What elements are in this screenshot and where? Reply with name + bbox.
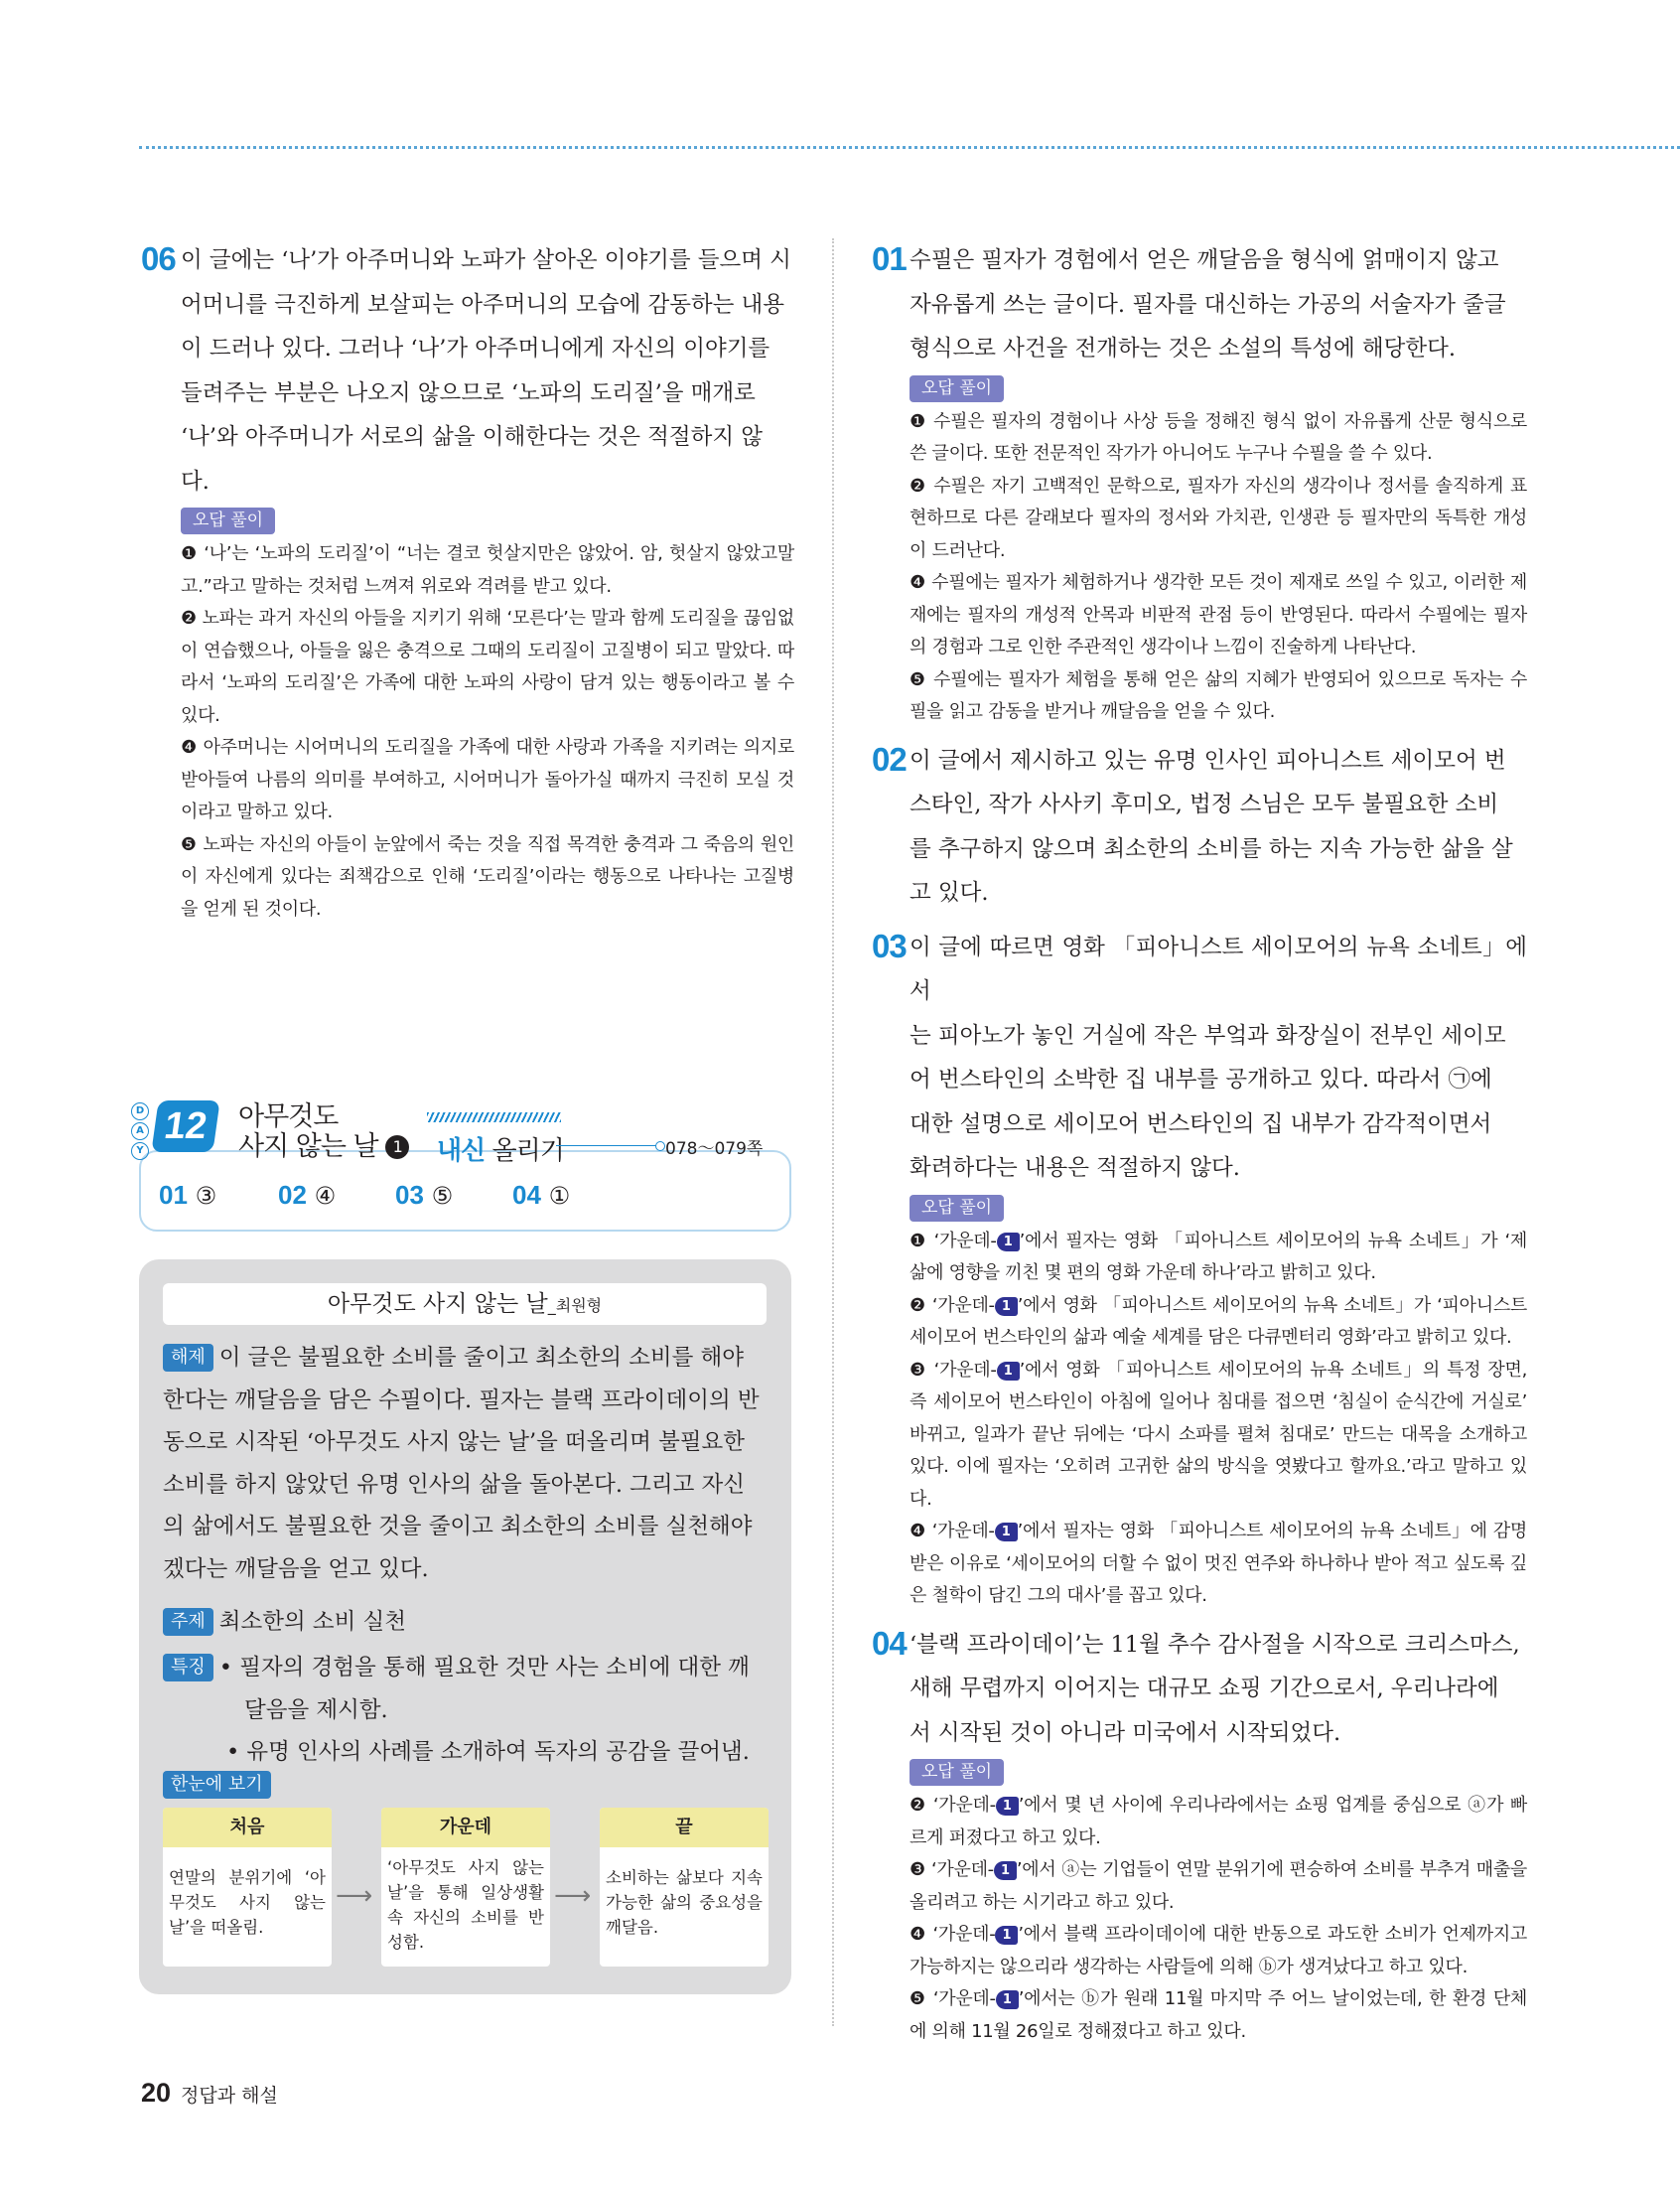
section-number-icon: 1 — [996, 1797, 1019, 1816]
wrong-answer-badge: 오답 풀이 — [910, 1759, 1004, 1786]
question-text: 이 글에는 ‘나’가 아주머니와 노파가 살아온 이야기를 들으며 시 어머니를 극진하게 보살피는 아주머니의 모습에 감동하는 내용 이 드러나 있다. 그러나 ‘나’가 아주머니에게 자신의 이야기를 들려주는 부분은 나오지 않으므로 ‘노파의 도리질’을 매개로 ‘나’와 아주머니가 서로의 삶을 이해한다는 것은 적절하지 않 다. — [181, 247, 791, 495]
question-04 — [872, 1623, 1527, 2049]
flow-box-start: 처음 연말의 분위기에 ‘아무것도 사지 않는 날’을 떠올림. — [163, 1808, 332, 1967]
top-dotted-rule — [139, 146, 1680, 149]
day-title: 아무것도 사지 않는 날 1 — [238, 1102, 409, 1162]
summary-panel — [139, 1259, 791, 1994]
page-leader-dot — [655, 1141, 665, 1151]
question-text: 이 글에서 제시하고 있는 유명 인사인 피아니스트 세이모어 번 스타인, 작가 사사키 후미오, 법정 스님은 모두 불필요한 소비 를 추구하지 않으며 최소한의 소비를 하는 지속 가능한 삶을 살 고 있다. — [910, 747, 1513, 906]
explanation-notes: ❶ 수필은 필자의 경험이나 사상 등을 정해진 형식 없이 자유롭게 산문 형식으로 쓴 글이다. 또한 전문적인 작가가 아니어도 누구나 수필을 쓸 수 있다. ❷ 수필은 자기 고백적인 문학으로, 필자가 자신의 생각이나 정서를 솔직하게 표현하므로 다른 갈래보다 필자의 정서와 가치관, 인생관 등 필자만의 독특한 개성이 드러난다. ❹ 수필에는 필자가 체험하거나 생각한 모든 것이 제재로 쓰일 수 있고, 이러한 제재에는 필자의 개성적 안목과 비판적 관점 등이 반영된다. 따라서 수필에는 필자의 경험과 그로 인한 주관적인 생각이나 느낌이 진술하게 나타난다. ❺ 수필에는 필자가 체험을 통해 얻은 삶의 지혜가 반영되어 있으므로 독자는 수필을 읽고 감동을 받거나 깨달음을 얻을 수 있다. — [910, 410, 1527, 722]
section-number-icon: 1 — [997, 1362, 1020, 1381]
question-06 — [141, 238, 794, 926]
explanation-notes: ❷ ‘가운데- 1 ’에서 몇 년 사이에 우리나라에서는 쇼핑 업계를 중심으로 ⓐ가 빠르게 퍼졌다고 하고 있다. ❸ ‘가운데- 1 ’에서 ⓐ는 기업들이 연말 분위기에 편승하여 소비를 부추겨 매출을 올리려고 하는 시기라고 하고 있다. ❹ ‘가운데- 1 ’에서 블랙 프라이데이에 대한 반동으로 과도한 소비가 언제까지고 가능하지는 않으리라 생각하는 사람들에 의해 ⓑ가 생겨났다고 하고 있다. ❺ ‘가운데- 1 ’에서는 ⓑ가 원래 11월 마지막 주 어느 날이었는데, 한 환경 단체에 의해 11월 26일로 정해졌다고 하고 있다. — [910, 1795, 1528, 2042]
wrong-answer-badge: 오답 풀이 — [181, 508, 275, 534]
explanation-notes: ❶ ‘가운데- 1 ’에서 필자는 영화 「피아니스트 세이모어의 뉴욕 소네트」가 ‘제 삶에 영향을 끼친 몇 편의 영화 가운데 하나’라고 밝히고 있다. ❷ ‘가운데- 1 ’에서 영화 「피아니스트 세이모어의 뉴욕 소네트」가 ‘피아니스트 세이모어 번스타인의 삶과 예술 세계를 담은 다큐멘터리 영화’라고 밝히고 있다. ❸ ‘가운데- 1 ’에서 영화 「피아니스트 세이모어의 뉴욕 소네트」의 특정 장면, 즉 세이모어 번스타인이 아침에 일어나 침대를 접으면 ‘침실이 순식간에 거실로’ 바뀌고, 일과가 끝난 뒤에는 ‘다시 소파를 펼쳐 침대로’ 만드는 대목을 소개하고 있다. 이에 필자는 ‘오히려 고귀한 삶의 방식을 엿봤다고 할까요.’라고 말하고 있다. ❹ ‘가운데- 1 ’에서 필자는 영화 「피아니스트 세이모어의 뉴욕 소네트」에 감명받은 이유로 ‘세이모어의 더할 수 없이 멋진 연주와 하나하나 받아 적고 싶도록 깊은 철학이 담긴 그의 대사’를 꼽고 있다. — [910, 1230, 1528, 1606]
day-label: D A Y — [131, 1102, 149, 1162]
teukjing-section: 특징 • 필자의 경험을 통해 필요한 것만 사는 소비에 대한 깨 달음을 제시함. • 유명 인사의 사례를 소개하여 독자의 공감을 끌어냄. — [163, 1647, 769, 1774]
juje-section: 주제 최소한의 소비 실천 — [163, 1601, 406, 1644]
explanation-notes: ❶ ‘나’는 ‘노파의 도리질’이 “너는 결코 헛살지만은 않았어. 암, 헛살지 않았고말고.”라고 말하는 것처럼 느껴져 위로와 격려를 받고 있다. ❷ 노파는 과거 자신의 아들을 지키기 위해 ‘모른다’는 말과 함께 도리질을 끊임없이 연습했으나, 아들을 잃은 충격으로 그때의 도리질이 고질병이 되고 말았다. 따라서 ‘노파의 도리질’은 가족에 대한 노파의 사랑이 담겨 있는 행동이라고 볼 수 있다. ❹ 아주머니는 시어머니의 도리질을 가족에 대한 사랑과 가족을 지키려는 의지로 받아들여 나름의 의미를 부여하고, 시어머니가 돌아가실 때까지 극진히 모실 것이라고 말하고 있다. ❺ 노파는 자신의 아들이 눈앞에서 죽는 것을 직접 목격한 충격과 그 죽음의 원인이 자신에게 있다는 죄책감으로 인해 ‘도리질’이라는 행동으로 나타나는 고질병을 얻게 된 것이다. — [181, 543, 794, 920]
question-02 — [872, 739, 1527, 916]
page-leader-line — [556, 1145, 663, 1146]
question-01 — [872, 238, 1527, 729]
section-number-icon: 1 — [994, 1861, 1017, 1880]
question-text: 수필은 필자가 경험에서 얻은 깨달음을 형식에 얽매이지 않고 자유롭게 쓰는 글이다. 필자를 대신하는 가공의 서술자가 줄글 형식으로 사건을 전개하는 것은 소설의 특성에 해당한다. — [910, 247, 1506, 362]
wrong-answer-badge: 오답 풀이 — [910, 375, 1004, 402]
answer-item: 04 ① — [512, 1180, 571, 1210]
section-number-icon: 1 — [996, 1990, 1019, 2009]
glance-tag: 한눈에 보기 — [163, 1771, 271, 1799]
question-03 — [872, 926, 1527, 1613]
right-column — [872, 238, 1527, 2048]
section-number-icon: 1 — [997, 1233, 1020, 1251]
arrow-icon: ⟶ — [336, 1881, 373, 1911]
answer-item: 02 ④ — [278, 1180, 337, 1210]
question-number: 03 — [872, 927, 907, 964]
question-number: 06 — [141, 240, 176, 277]
wrong-answer-badge: 오답 풀이 — [910, 1195, 1004, 1222]
arrow-icon: ⟶ — [554, 1881, 592, 1911]
glance-section — [163, 1764, 277, 1807]
section-number-icon: 1 — [995, 1926, 1018, 1945]
flow-chart — [163, 1808, 769, 1976]
section-number-icon: 1 — [995, 1297, 1018, 1316]
footer-label: 정답과 해설 — [181, 2085, 278, 2107]
teukjing-tag: 특징 — [163, 1654, 213, 1681]
page-range: 078～079쪽 — [665, 1139, 764, 1159]
flow-box-end: 끝 소비하는 삶보다 지속 가능한 삶의 중요성을 깨달음. — [600, 1808, 769, 1967]
juje-tag: 주제 — [163, 1608, 213, 1636]
answer-item: 03 ⑤ — [395, 1180, 454, 1210]
question-text: ‘블랙 프라이데이’는 11월 추수 감사절을 시작으로 크리스마스, 새해 무렵까지 이어지는 대규모 쇼핑 기간으로서, 우리나라에 서 시작된 것이 아니라 미국에서 시작되었다. — [910, 1631, 1520, 1746]
answer-item: 01 ③ — [159, 1180, 217, 1210]
question-text: 이 글에 따르면 영화 「피아니스트 세이모어의 뉴욕 소네트」에서 는 피아노가 놓인 거실에 작은 부엌과 화장실이 전부인 세이모 어 번스타인의 소박한 집 내부를 공개하고 있다. 따라서 ㉠에 대한 설명으로 세이모어 번스타인의 집 내부가 감각적이면서 화려하다는 내용은 적절하지 않다. — [910, 934, 1527, 1181]
question-number: 02 — [872, 740, 907, 778]
title-stripe — [427, 1112, 561, 1122]
page-footer — [141, 2078, 278, 2109]
day-answer-box — [135, 1093, 789, 1232]
day-number: 12 — [151, 1100, 219, 1152]
column-divider — [832, 238, 834, 2026]
circle-number: 1 — [385, 1135, 409, 1159]
summary-title: 아무것도 사지 않는 날_최원형 — [163, 1283, 767, 1325]
haeje-section: 해제 이 글은 불필요한 소비를 줄이고 최소한의 소비를 해야 한다는 깨달음을 담은 수필이다. 필자는 블랙 프라이데이의 반 동으로 시작된 ‘아무것도 사지 않는 날’을 떠올리며 불필요한 소비를 하지 않았던 유명 인사의 삶을 돌아본다. 그리고 자신 의 삶에서도 불필요한 것을 줄이고 최소한의 소비를 실천해야 겠다는 깨달음을 얻고 있다. — [163, 1345, 760, 1582]
question-number: 01 — [872, 240, 907, 277]
page-number: 20 — [141, 2078, 172, 2108]
naesin-label: 내신 올리기 — [437, 1136, 564, 1166]
question-number: 04 — [872, 1624, 907, 1662]
flow-box-middle: 가운데 ‘아무것도 사지 않는 날’을 통해 일상생활 속 자신의 소비를 반성함. — [381, 1808, 550, 1967]
haeje-tag: 해제 — [163, 1344, 213, 1372]
section-number-icon: 1 — [995, 1523, 1018, 1541]
